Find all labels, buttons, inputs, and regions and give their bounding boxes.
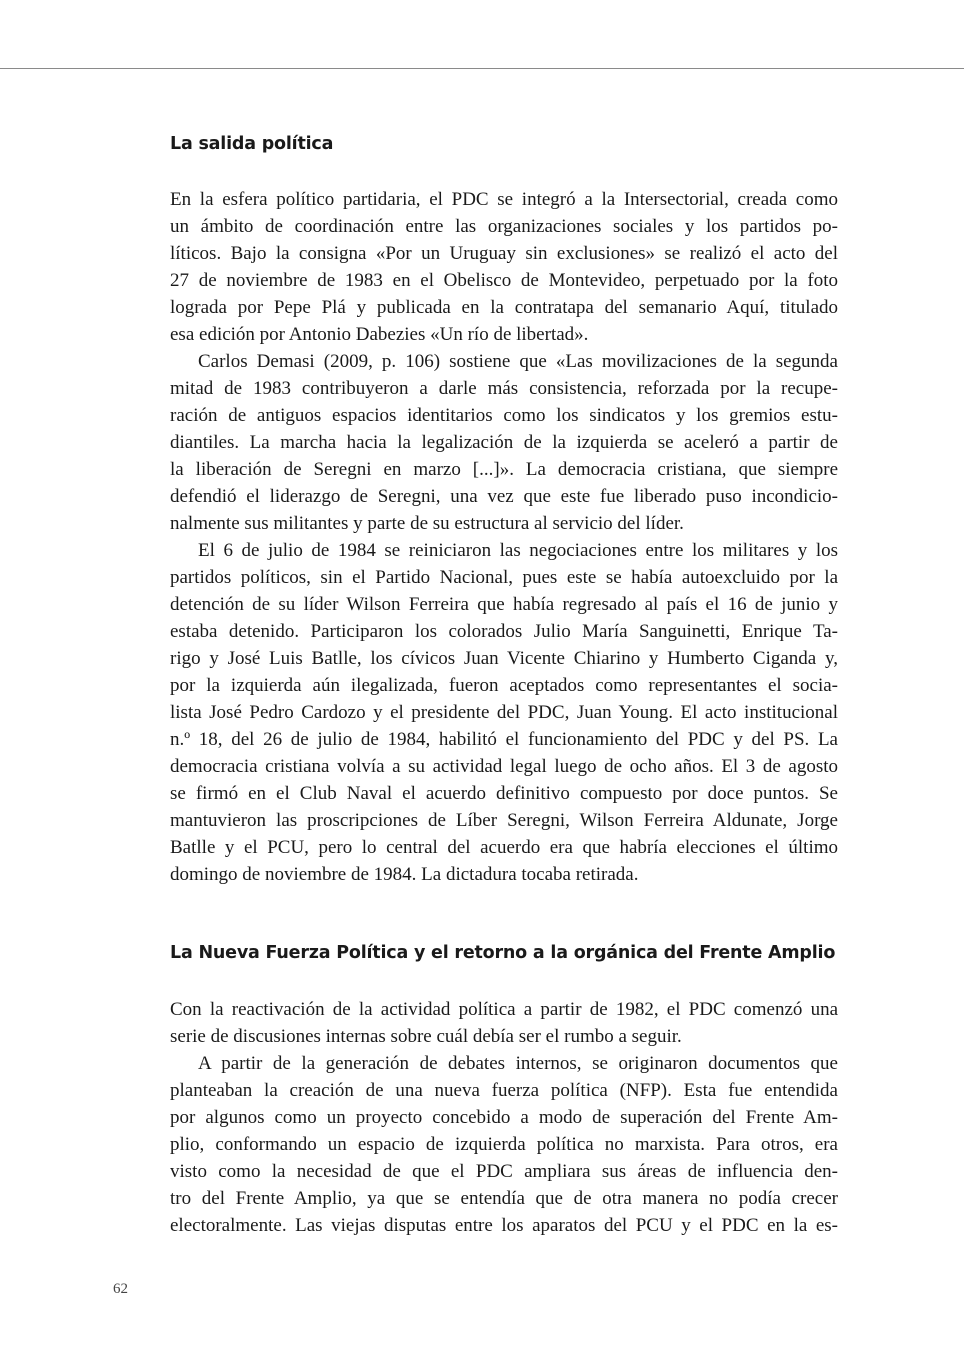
page-number: 62 xyxy=(113,1281,128,1297)
text-line: mitad de 1983 contribuyeron a darle más consistencia, reforzada por la recupe- xyxy=(170,378,838,399)
text-line: detención de su líder Wilson Ferreira que había regresado al país el 16 de junio y xyxy=(170,594,838,615)
text-line: planteaban la creación de una nueva fuerza política (NFP). Esta fue entendida xyxy=(170,1080,838,1101)
text-line: rigo y José Luis Batlle, los cívicos Juan Vicente Chiarino y Humberto Ciganda y, xyxy=(170,648,838,669)
text-line: El 6 de julio de 1984 se reiniciaron las negociaciones entre los militares y los xyxy=(198,540,838,561)
text-line: plio, conformando un espacio de izquierda política no marxista. Para otros, era xyxy=(170,1134,838,1155)
text-line: un ámbito de coordinación entre las organizaciones sociales y los partidos po- xyxy=(170,216,838,237)
text-line: En la esfera político partidaria, el PDC se integró a la Intersectorial, creada como xyxy=(170,189,838,210)
text-line: la liberación de Seregni en marzo [...]». La democracia cristiana, que siempre xyxy=(170,459,838,480)
text-line: se firmó en el Club Naval el acuerdo definitivo compuesto por doce puntos. Se xyxy=(170,783,838,804)
text-line: domingo de noviembre de 1984. La dictadura tocaba retirada. xyxy=(170,864,639,885)
text-line: serie de discusiones internas sobre cuál debía ser el rumbo a seguir. xyxy=(170,1026,682,1047)
text-line: por algunos como un proyecto concebido a modo de superación del Frente Am- xyxy=(170,1107,838,1128)
text-line: democracia cristiana volvía a su actividad legal luego de ocho años. El 3 de agosto xyxy=(170,756,838,777)
text-line: A partir de la generación de debates internos, se originaron documentos que xyxy=(198,1053,838,1074)
text-line: Carlos Demasi (2009, p. 106) sostiene que «Las movilizaciones de la segunda xyxy=(198,351,838,372)
text-line: electoralmente. Las viejas disputas entre los aparatos del PCU y el PDC en la es- xyxy=(170,1215,838,1236)
header-rule xyxy=(0,68,964,69)
text-line: por la izquierda aún ilegalizada, fueron aceptados como representantes el socia- xyxy=(170,675,838,696)
text-line: tro del Frente Amplio, ya que se entendía que de otra manera no podía crecer xyxy=(170,1188,838,1209)
section-heading-nueva-fuerza-politica: La Nueva Fuerza Política y el retorno a la orgánica del Frente Amplio xyxy=(170,943,836,963)
text-line: visto como la necesidad de que el PDC ampliara sus áreas de influencia den- xyxy=(170,1161,838,1182)
text-line: líticos. Bajo la consigna «Por un Uruguay sin exclusiones» se realizó el acto del xyxy=(170,243,838,264)
text-line: diantiles. La marcha hacia la legalización de la izquierda se aceleró a partir de xyxy=(170,432,838,453)
text-line: defendió el liderazgo de Seregni, una vez que este fue liberado puso incondicio- xyxy=(170,486,838,507)
text-line: 27 de noviembre de 1983 en el Obelisco de Montevideo, perpetuado por la foto xyxy=(170,270,838,291)
text-line: partidos políticos, sin el Partido Nacional, pues este se había autoexcluido por la xyxy=(170,567,838,588)
text-line: ración de antiguos espacios identitarios como los sindicatos y los gremios estu- xyxy=(170,405,838,426)
text-line: mantuvieron las proscripciones de Líber Seregni, Wilson Ferreira Aldunate, Jorge xyxy=(170,810,838,831)
text-line: Con la reactivación de la actividad política a partir de 1982, el PDC comenzó una xyxy=(170,999,838,1020)
section-heading-salida-politica: La salida política xyxy=(170,134,334,154)
text-line: esa edición por Antonio Dabezies «Un río de libertad». xyxy=(170,324,589,345)
text-line: Batlle y el PCU, pero lo central del acuerdo era que habría elecciones el último xyxy=(170,837,838,858)
text-line: estaba detenido. Participaron los colorados Julio María Sanguinetti, Enrique Ta- xyxy=(170,621,838,642)
text-line: nalmente sus militantes y parte de su estructura al servicio del líder. xyxy=(170,513,684,534)
text-line: lista José Pedro Cardozo y el presidente del PDC, Juan Young. El acto institucional xyxy=(170,702,838,723)
text-line: n.º 18, del 26 de julio de 1984, habilitó el funcionamiento del PDC y del PS. La xyxy=(170,729,838,750)
text-line: lograda por Pepe Plá y publicada en la contratapa del semanario Aquí, titulado xyxy=(170,297,838,318)
